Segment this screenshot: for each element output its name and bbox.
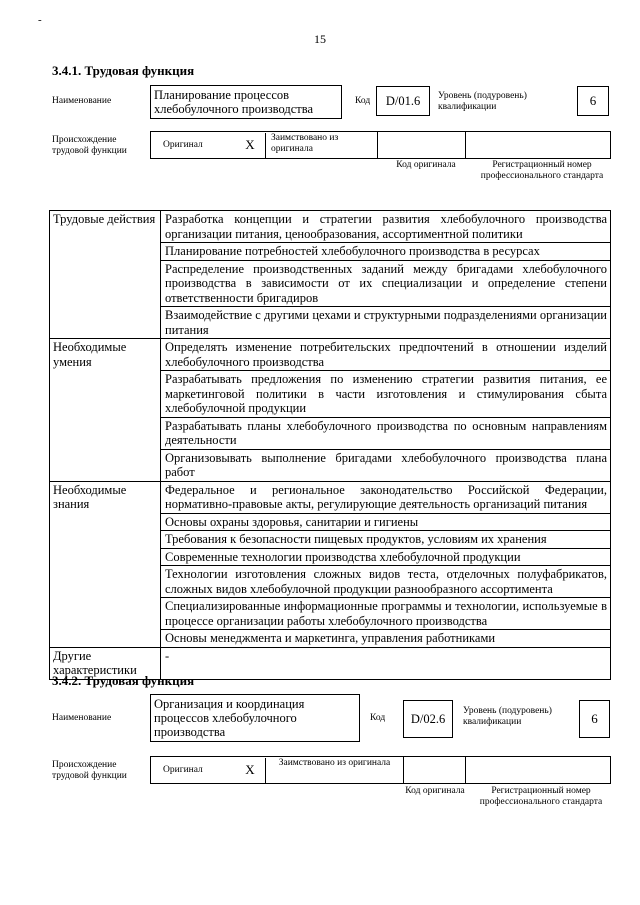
code-label: Код bbox=[355, 96, 371, 106]
original-label: Оригинал bbox=[163, 139, 203, 150]
borrowed-label: Заимствовано из оригинала bbox=[265, 758, 403, 784]
code-box: D/01.6 bbox=[376, 86, 430, 116]
origin-row bbox=[150, 131, 611, 159]
row-item: Технологии изготовления сложных видов теста, отделочных полуфабрикатов, сложных видов хлебобулочной продукции разнообразного ассортимента bbox=[161, 566, 611, 598]
origin-label: Происхождение трудовой функции bbox=[52, 135, 127, 156]
row-item: Взаимодействие с другими цехами и структурными подразделениями организации питания bbox=[161, 307, 611, 339]
row-category: Необходимые умения bbox=[50, 339, 161, 482]
function-name-box: Организация и координация процессов хлебобулочного производства bbox=[150, 694, 360, 742]
section-title: 3.4.1. Трудовая функция bbox=[52, 63, 195, 78]
page-number: 15 bbox=[314, 32, 326, 46]
row-item: Современные технологии производства хлебобулочной продукции bbox=[161, 548, 611, 566]
original-code-label: Код оригинала bbox=[396, 160, 456, 170]
labor-function-table bbox=[49, 210, 611, 680]
level-box: 6 bbox=[577, 86, 609, 116]
origin-label: Происхождение трудовой функции bbox=[52, 760, 127, 781]
row-category: Трудовые действия bbox=[50, 211, 161, 339]
row-item: Определять изменение потребительских предпочтений в отношении изделий хлебобулочного производства bbox=[161, 339, 611, 371]
row-item: Основы менеджмента и маркетинга, управления работниками bbox=[161, 630, 611, 648]
divider bbox=[403, 757, 404, 783]
code-box: D/02.6 bbox=[403, 700, 453, 738]
reg-number-label: Регистрационный номер профессионального стандарта bbox=[479, 786, 603, 807]
original-code-label: Код оригинала bbox=[405, 786, 465, 796]
name-label: Наименование bbox=[52, 713, 112, 723]
section-title: 3.4.2. Трудовая функция bbox=[52, 673, 195, 688]
row-category: Необходимые знания bbox=[50, 481, 161, 647]
original-mark: X bbox=[245, 762, 255, 777]
row-category: Другие характеристики bbox=[50, 647, 161, 679]
row-item: Распределение производственных заданий между бригадами хлебобулочного производства в зависимости от их специализации и определение степени ответственности бригадиров bbox=[161, 260, 611, 307]
row-item: Планирование потребностей хлебобулочного производства в ресурсах bbox=[161, 243, 611, 261]
level-box: 6 bbox=[579, 700, 610, 738]
row-item: Организовывать выполнение бригадами хлебобулочного производства плана работ bbox=[161, 449, 611, 481]
divider bbox=[465, 132, 466, 158]
row-item: Специализированные информационные программы и технологии, используемые в процессе организации работы хлебобулочного производства bbox=[161, 598, 611, 630]
divider bbox=[465, 757, 466, 783]
row-item: - bbox=[161, 647, 611, 679]
corner-mark: - bbox=[38, 14, 42, 26]
origin-row bbox=[150, 756, 611, 784]
original-mark: X bbox=[245, 137, 255, 152]
reg-number-label: Регистрационный номер профессионального стандарта bbox=[480, 160, 604, 181]
function-name-box: Планирование процессов хлебобулочного производства bbox=[150, 85, 342, 119]
table-row bbox=[50, 339, 611, 371]
row-item: Разрабатывать предложения по изменению стратегии развития питания, ее маркетинговой политики в части изготовления и стимулирования сбыта хлебобулочной продукции bbox=[161, 371, 611, 418]
row-item: Разрабатывать планы хлебобулочного производства по основным направлениям деятельности bbox=[161, 417, 611, 449]
level-label: Уровень (подуровень) квалификации bbox=[438, 91, 527, 112]
divider bbox=[377, 132, 378, 158]
code-label: Код bbox=[370, 713, 386, 723]
row-item: Разработка концепции и стратегии развития хлебобулочного производства организации питания, ценообразования, ассортиментной политики bbox=[161, 211, 611, 243]
borrowed-label: Заимствовано из оригинала bbox=[265, 133, 377, 159]
table-row bbox=[50, 211, 611, 243]
row-item: Требования к безопасности пищевых продуктов, условиям их хранения bbox=[161, 531, 611, 549]
table-row bbox=[50, 481, 611, 513]
row-item: Федеральное и региональное законодательство Российской Федерации, нормативно-правовые акты, регулирующие деятельность организаций питания bbox=[161, 481, 611, 513]
level-label: Уровень (подуровень) квалификации bbox=[463, 706, 552, 727]
row-item: Основы охраны здоровья, санитарии и гигиены bbox=[161, 513, 611, 531]
name-label: Наименование bbox=[52, 96, 112, 106]
original-label: Оригинал bbox=[163, 764, 203, 775]
